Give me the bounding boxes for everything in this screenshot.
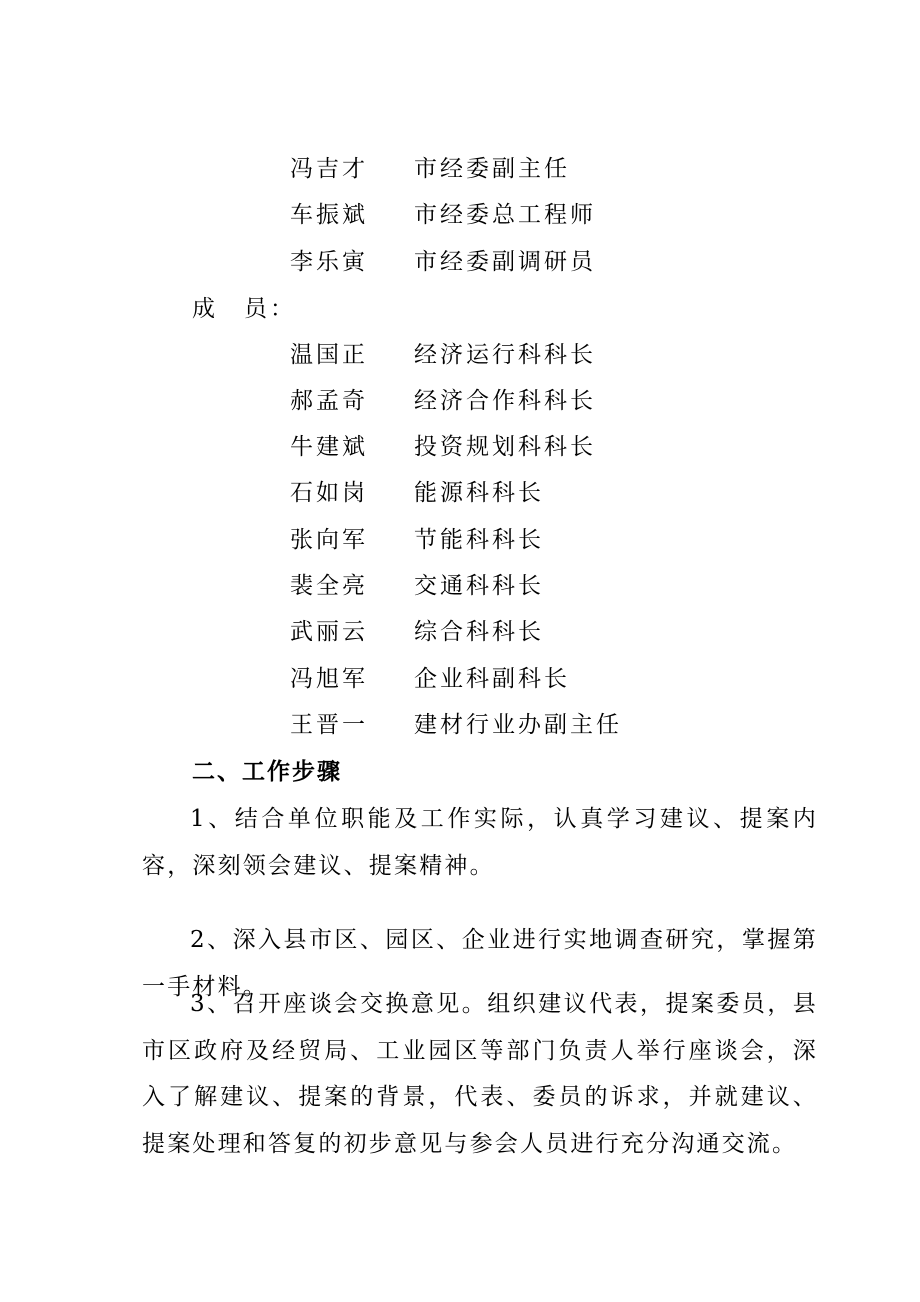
paragraph: 2、深入县市区、园区、企业进行实地调查研究，掌握第一手材料。 bbox=[142, 927, 818, 1000]
member-title: 经济运行科科长 bbox=[414, 342, 596, 368]
section-heading: 二、工作步骤 bbox=[192, 759, 342, 785]
member-title: 节能科科长 bbox=[414, 527, 544, 553]
member-title: 投资规划科科长 bbox=[414, 434, 596, 460]
paragraph: 3、召开座谈会交换意见。组织建议代表，提案委员，县市区政府及经贸局、工业园区等部门负责人举行座谈会，深入了解建议、提案的背景，代表、委员的诉求，并就建议、提案处理和答复的初步意见与参会人员进行充分沟通交流。 bbox=[142, 991, 818, 1157]
member-name: 牛建斌 bbox=[290, 434, 368, 460]
member-name: 裴全亮 bbox=[290, 573, 368, 599]
member-title: 综合科科长 bbox=[414, 619, 544, 645]
leader-title: 市经委副主任 bbox=[414, 156, 570, 182]
member-name: 温国正 bbox=[290, 342, 368, 368]
member-title: 交通科科长 bbox=[414, 573, 544, 599]
member-name: 石如岗 bbox=[290, 480, 368, 506]
paragraph: 1、结合单位职能及工作实际，认真学习建议、提案内容，深刻领会建议、提案精神。 bbox=[142, 806, 818, 879]
member-name: 冯旭军 bbox=[290, 666, 368, 692]
members-label: 成 员： bbox=[192, 296, 296, 322]
member-name: 武丽云 bbox=[290, 619, 368, 645]
member-title: 建材行业办副主任 bbox=[414, 712, 622, 738]
member-name: 张向军 bbox=[290, 527, 368, 553]
leader-name: 车振斌 bbox=[290, 202, 368, 228]
member-name: 王晋一 bbox=[290, 712, 368, 738]
member-name: 郝孟奇 bbox=[290, 388, 368, 414]
leader-name: 冯吉才 bbox=[290, 156, 368, 182]
member-title: 能源科科长 bbox=[414, 480, 544, 506]
leader-title: 市经委总工程师 bbox=[414, 202, 596, 228]
leader-title: 市经委副调研员 bbox=[414, 249, 596, 275]
leader-name: 李乐寅 bbox=[290, 249, 368, 275]
member-title: 企业科副科长 bbox=[414, 666, 570, 692]
member-title: 经济合作科科长 bbox=[414, 388, 596, 414]
